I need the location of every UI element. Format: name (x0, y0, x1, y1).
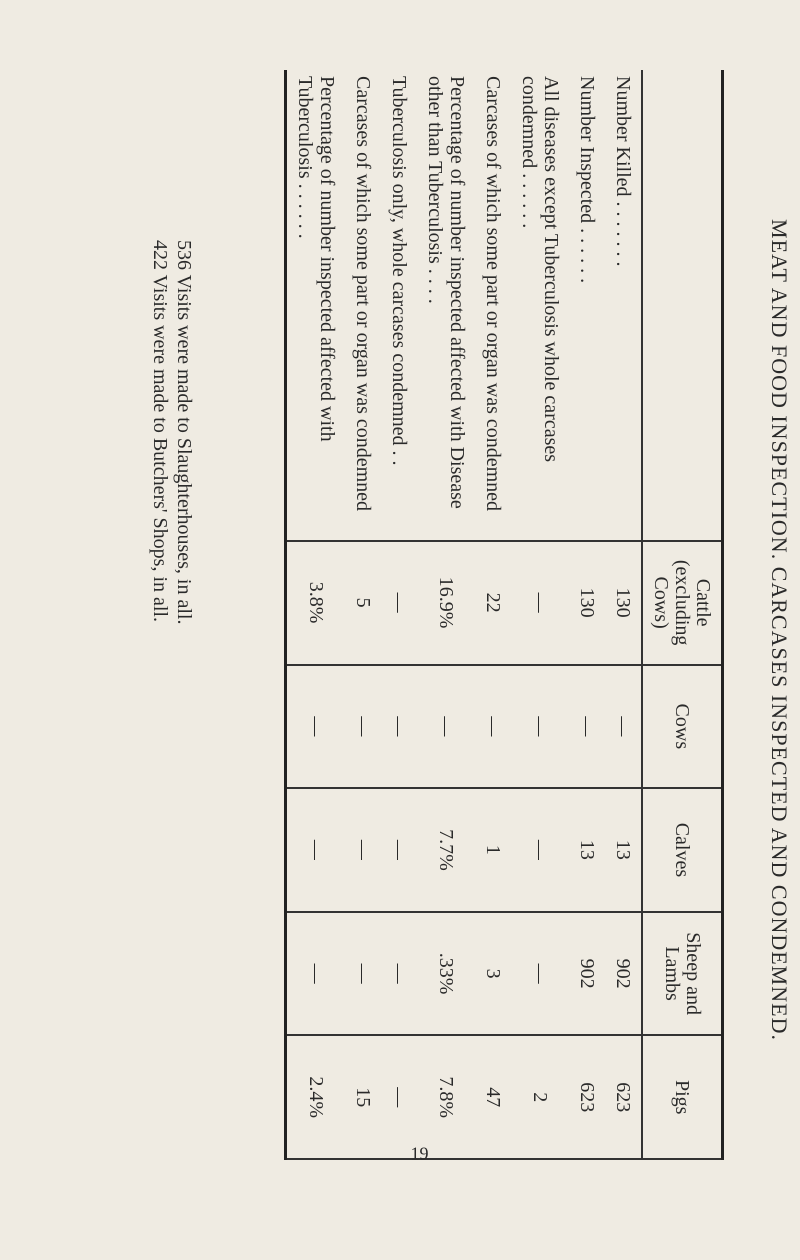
cell-calves: 13 (605, 788, 642, 912)
cell-pigs: 47 (475, 1035, 511, 1159)
cell-sheep: — (286, 912, 346, 1036)
cell-pigs: 623 (605, 1035, 642, 1159)
header-pigs: Pigs (642, 1035, 723, 1159)
cell-cattle: — (381, 541, 417, 665)
carcase-table (284, 70, 724, 1160)
cell-sheep: .33% (417, 912, 475, 1036)
cell-pigs: 15 (345, 1035, 381, 1159)
cell-cows: — (381, 665, 417, 789)
cell-cows: — (417, 665, 475, 789)
visits-slaughterhouses: 536 Visits were made to Slaughterhouses, in all. (173, 240, 195, 625)
cell-sheep: 902 (605, 912, 642, 1036)
table-row (569, 70, 605, 1159)
page-title: MEAT AND FOOD INSPECTION. CARCASES INSPECTED AND CONDEMNED. (767, 219, 792, 1041)
header-sheep: Sheep and Lambs (642, 912, 723, 1036)
row-label: All diseases except Tuberculosis whole carcases condemned . . . . . . (518, 76, 562, 463)
cell-cattle: 130 (605, 541, 642, 665)
cell-cows: — (475, 665, 511, 789)
table-row (511, 70, 569, 1159)
cell-cattle: — (511, 541, 569, 665)
cell-calves: 7.7% (417, 788, 475, 912)
row-label: Carcases of which some part or organ was condemned (482, 76, 504, 512)
cell-cattle: 130 (569, 541, 605, 665)
table-row (475, 70, 511, 1159)
cell-pigs: 2 (511, 1035, 569, 1159)
page-number: 19 (410, 1143, 429, 1164)
cell-cows: — (345, 665, 381, 789)
cell-calves: 13 (569, 788, 605, 912)
cell-pigs: — (381, 1035, 417, 1159)
cell-calves: 1 (475, 788, 511, 912)
table-row (605, 70, 642, 1159)
cell-calves: — (511, 788, 569, 912)
row-label: Number Inspected . . . . . . (576, 76, 598, 284)
cell-cattle: 3.8% (286, 541, 346, 665)
visits-butchers: 422 Visits were made to Butchers' Shops, in all. (149, 240, 171, 622)
header-calves: Calves (642, 788, 723, 912)
cell-cows: — (286, 665, 346, 789)
cell-sheep: — (381, 912, 417, 1036)
cell-sheep: 3 (475, 912, 511, 1036)
table-row (286, 70, 346, 1159)
header-cattle: Cattle (excluding Cows) (642, 541, 723, 665)
cell-cattle: 5 (345, 541, 381, 665)
cell-sheep: — (345, 912, 381, 1036)
header-row (642, 70, 723, 1159)
cell-cows: — (511, 665, 569, 789)
cell-pigs: 2.4% (286, 1035, 346, 1159)
table-row (345, 70, 381, 1159)
header-blank (642, 70, 723, 541)
cell-pigs: 7.8% (417, 1035, 475, 1159)
header-cows: Cows (642, 665, 723, 789)
row-label: Number Killed . . . . . . . (612, 76, 634, 267)
row-label: Tuberculosis only, whole carcases condemned . . (388, 76, 410, 466)
row-label: Percentage of number inspected affected with Tuberculosis . . . . . . (294, 76, 338, 442)
cell-calves: — (286, 788, 346, 912)
table-row (417, 70, 475, 1159)
cell-calves: — (345, 788, 381, 912)
table-row (381, 70, 417, 1159)
row-label: Percentage of number inspected affected with Disease other than Tuberculosis . . . . (424, 76, 468, 509)
cell-cattle: 16.9% (417, 541, 475, 665)
cell-cattle: 22 (475, 541, 511, 665)
cell-pigs: 623 (569, 1035, 605, 1159)
cell-sheep: — (511, 912, 569, 1036)
cell-calves: — (381, 788, 417, 912)
cell-cows: — (569, 665, 605, 789)
visits-note (148, 240, 196, 624)
cell-cows: — (605, 665, 642, 789)
row-label: Carcases of which some part or organ was condemned (352, 76, 374, 512)
cell-sheep: 902 (569, 912, 605, 1036)
